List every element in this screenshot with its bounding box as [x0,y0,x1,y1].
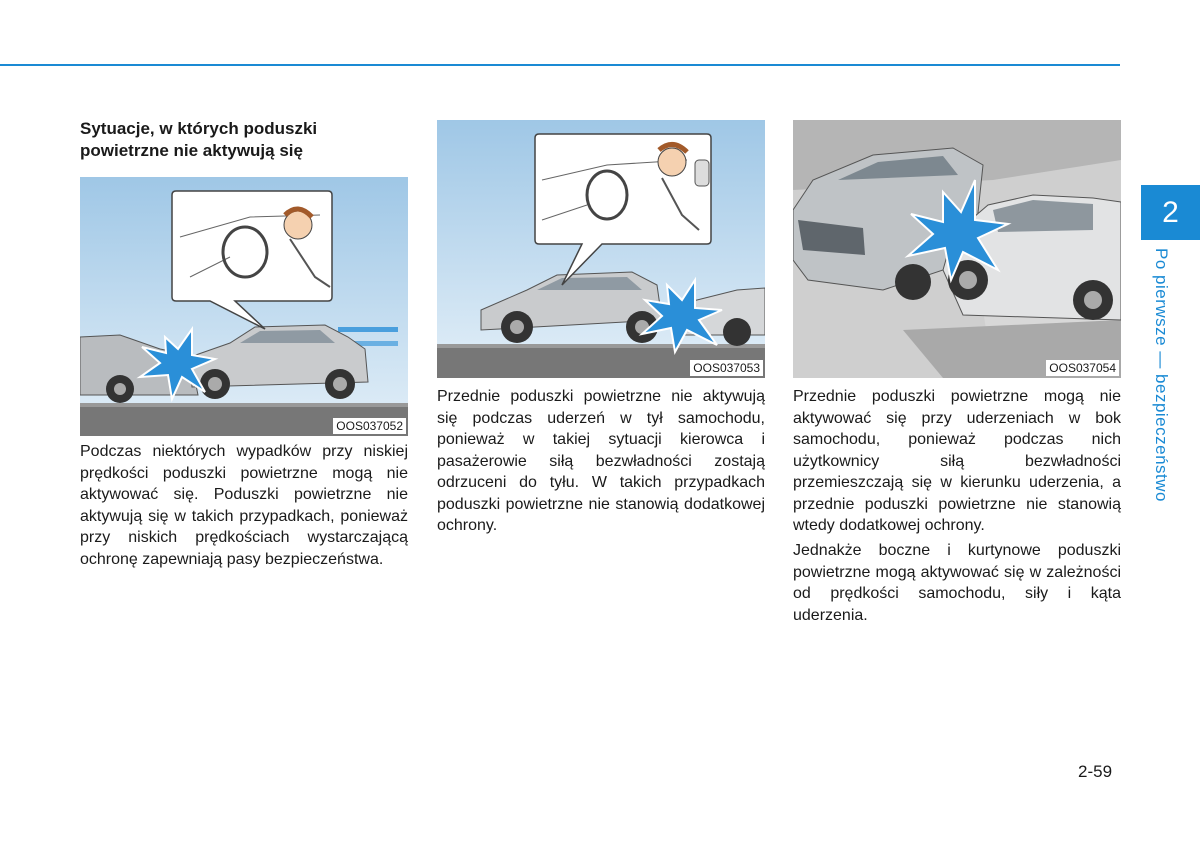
rear-collision-illustration [437,120,765,378]
side-collision-illustration [793,120,1121,378]
header-rule [0,64,1120,66]
front-collision-illustration [80,177,408,436]
chapter-tab: 2 [1141,185,1200,240]
section-heading: Sytuacje, w których poduszki powietrzne nie aktywują się [80,119,318,160]
figure-rear-collision [437,120,765,378]
figure-side-collision [793,120,1121,378]
paragraph-rear-impact: Przednie poduszki powietrzne nie aktywują się podczas uderzeń w tył samochodu, ponieważ w takiej sytuacji kierowca i pasażerowie siłą bezwładności zostają odrzuceni do tyłu. W takich przypadkach poduszki powietrzne nie stanowią dodatkowej ochrony. [437,388,765,534]
paragraph-side-impact: Przednie poduszki powietrzne mogą nie aktywować się przy uderzeniach w bok samochodu, ponieważ podczas nich użytkownicy siłą bezwładności przemieszczają się w kierunku uderzenia, a przednie poduszki powietrzne nie stanowią wtedy dodatkowej ochrony. [793,388,1121,534]
figure-front-collision [80,177,408,436]
figure-code: OOS037053 [690,360,763,376]
paragraph-side-curtain: Jednakże boczne i kurtynowe poduszki powietrzne mogą aktywować się w zależności od prędkości samochodu, siły i kąta uderzenia. [793,542,1121,624]
paragraph-low-speed: Podczas niektórych wypadków przy niskiej prędkości poduszki powietrzne mogą nie aktywować się. Poduszki powietrzne nie aktywują się w takich przypadkach, ponieważ przy niskich prędkościach wystarczającą ochronę zapewniają pasy bezpieczeństwa. [80,443,408,568]
figure-code: OOS037052 [333,418,406,434]
chapter-title: Po pierwsze — bezpieczeństwo [1152,248,1171,503]
figure-code: OOS037054 [1046,360,1119,376]
page-number: 2-59 [1078,762,1113,781]
